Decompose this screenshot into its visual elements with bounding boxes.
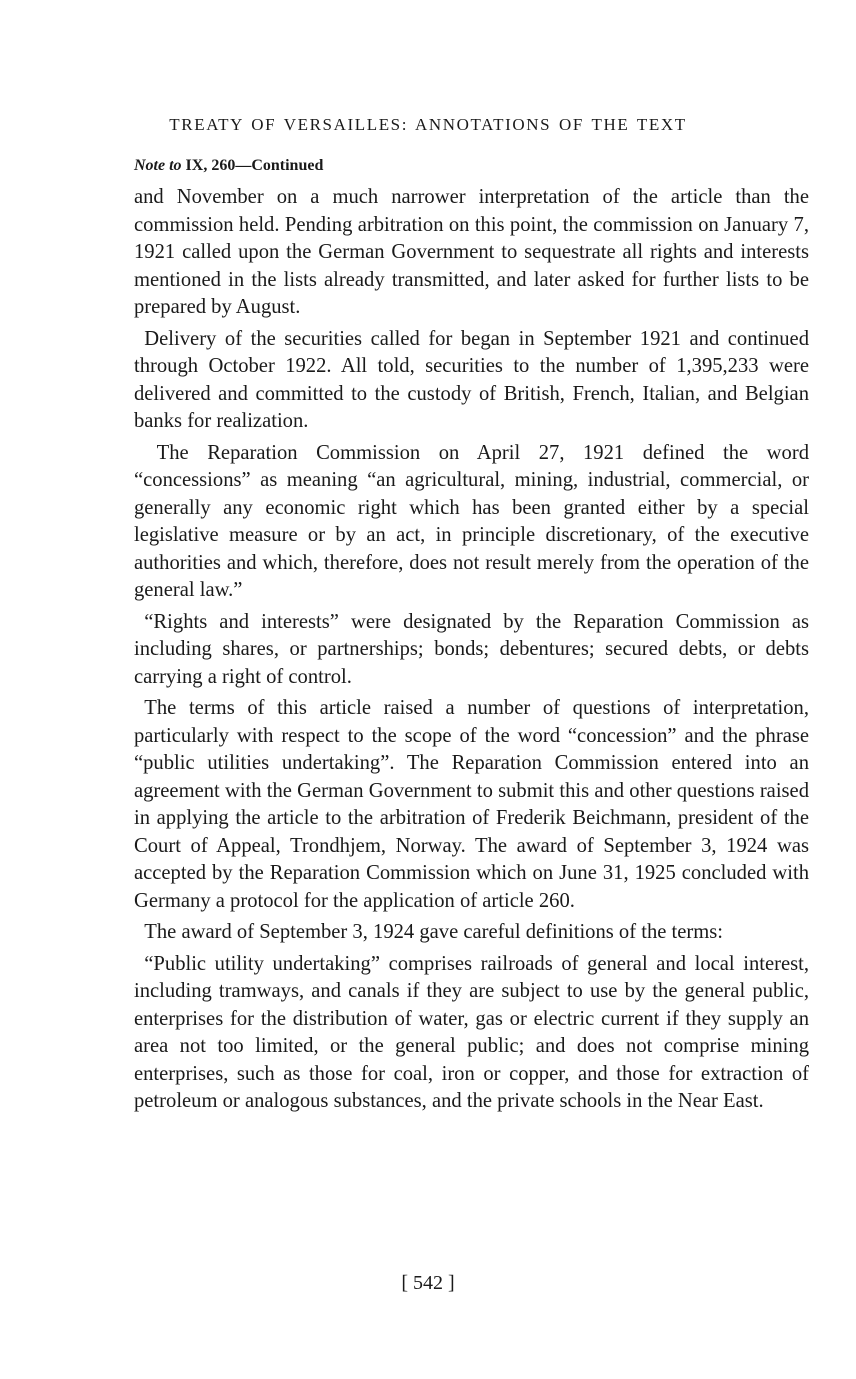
note-heading	[134, 157, 323, 175]
paragraph: “Rights and interests” were designated by the Reparation Commission as including shares, or partnerships; bonds; debentures; secured debts, or debts carrying a right of control.	[134, 610, 809, 688]
note-prefix: Note to	[134, 157, 182, 174]
paragraph: The Reparation Commission on April 27, 1921 defined the word “concessions” as meaning “an agricultural, mining, industrial, commercial, or generally any economic right which has been granted either by a special legislative measure or by an act, in principle discretionary, of the executive authorities and which, therefore, does not result merely from the operation of the general law.”	[134, 441, 809, 601]
note-reference: IX, 260—Continued	[185, 157, 324, 174]
body-text	[134, 184, 809, 1120]
paragraph: The award of September 3, 1924 gave careful definitions of the terms:	[144, 921, 724, 943]
paragraph: The terms of this article raised a number of questions of interpretation, particularly with respect to the scope of the word “concession” and the phrase “public utilities undertaking”. The Reparation Commission entered into an agreement with the German Government to submit this and other questions raised in applying the article to the arbitration of Frederik Beichmann, president of the Court of Appeal, Trondhjem, Norway. The award of September 3, 1924 was accepted by the Reparation Commission which on June 31, 1925 concluded with Germany a protocol for the application of article 260.	[134, 697, 809, 912]
running-title: TREATY OF VERSAILLES: ANNOTATIONS OF THE TEXT	[169, 115, 687, 134]
paragraph: “Public utility undertaking” comprises railroads of general and local interest, including tramways, and canals if they are subject to use by the general public, enterprises for the distribution of water, gas or electric current if they supply an area not too limited, or the general public; and does not comprise mining enterprises, such as those for coal, iron or copper, and those for extraction of petroleum or analogous substances, and the private schools in the Near East.	[134, 952, 809, 1112]
paragraph: Delivery of the securities called for began in September 1921 and continued through October 1922. All told, securities to the number of 1,395,233 were delivered and committed to the custody of British, French, Italian, and Belgian banks for realization.	[134, 327, 809, 432]
page-number: [ 542 ]	[401, 1272, 455, 1294]
paragraph: and November on a much narrower interpretation of the article than the commission held. Pending arbitration on this point, the commission on January 7, 1921 called upon the German Government to sequestrate all rights and interests mentioned in the lists already transmitted, and later asked for further lists to be prepared by August.	[134, 186, 809, 318]
